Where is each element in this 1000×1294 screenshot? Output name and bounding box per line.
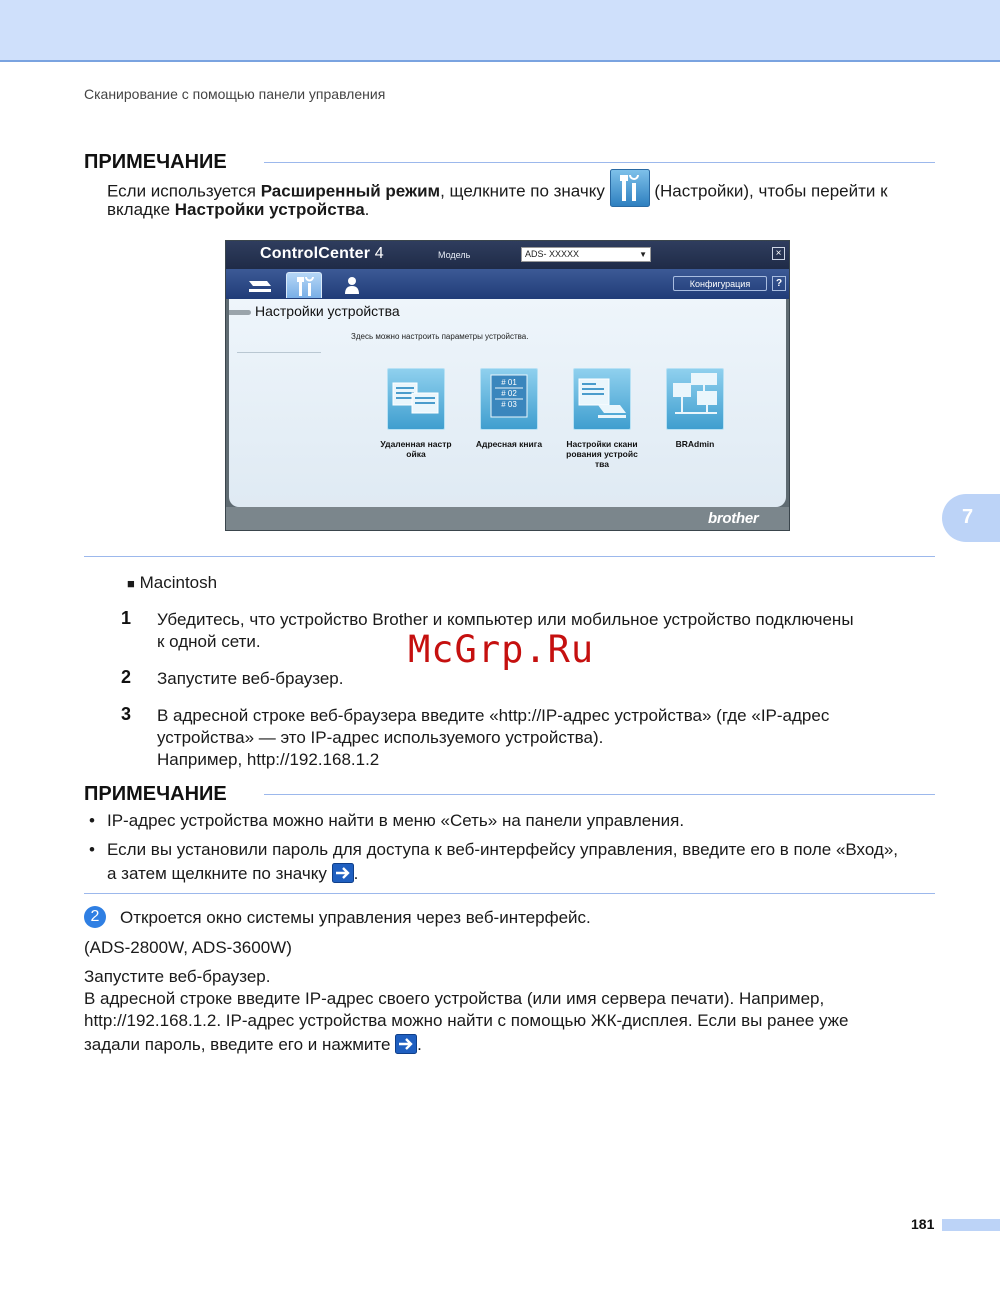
address-row-label: # 03: [501, 400, 517, 409]
note-list-item: IP-адрес устройства можно найти в меню «Сеть» на панели управления.: [107, 811, 685, 830]
step-number: 3: [121, 704, 132, 724]
section-divider: [84, 893, 935, 894]
note-rule: [264, 162, 935, 163]
note-bold-text: Настройки устройства: [174, 200, 365, 219]
step-number: 2: [121, 667, 132, 687]
page-number: 181: [911, 1216, 935, 1232]
note-text: а затем щелкните по значку: [107, 864, 332, 883]
body-text-part: задали пароль, введите его и нажмите: [84, 1035, 396, 1054]
cc-tile-label: Адресная книга: [475, 439, 543, 449]
note-text: Если используется: [107, 181, 261, 201]
chapter-number: 7: [962, 506, 974, 528]
cc-tile-address-book[interactable]: [480, 368, 538, 430]
models-text: (ADS-2800W, ADS-3600W): [84, 938, 292, 957]
cc-titlebar: [226, 241, 789, 269]
cc-tile-remote-setup[interactable]: [387, 368, 445, 430]
settings-tools-icon: [610, 169, 650, 207]
cc-divider: [237, 352, 321, 353]
cc-logo: ControlCenter 4: [260, 245, 384, 262]
scan-settings-icon: [574, 369, 630, 429]
cc-tab-scan[interactable]: [242, 272, 278, 298]
cc-panel-description: Здесь можно настроить параметры устройства.: [351, 332, 529, 341]
brother-logo: brother: [708, 510, 759, 527]
cc-toolbar: [226, 269, 789, 299]
cc-tab-user[interactable]: [334, 272, 370, 298]
note-list-item: Если вы установили пароль для доступа к веб-интерфейсу управления, введите его в поле «Вход»,: [107, 840, 899, 859]
user-icon: [334, 272, 370, 298]
note-rule: [264, 794, 935, 795]
step-text: Запустите веб-браузер.: [157, 669, 344, 688]
cc-tile-label: Удаленная настр ойка: [380, 439, 452, 459]
cc-tab-settings[interactable]: [286, 272, 322, 298]
cc-tile-scan-settings[interactable]: [573, 368, 631, 430]
cc-tile-label: Настройки скани рования устройс тва: [566, 439, 638, 469]
section-divider: [84, 556, 935, 557]
note-text: , щелкните по значку: [440, 181, 610, 201]
cc-bottombar: [226, 507, 789, 530]
body-text: http://192.168.1.2. IP-адрес устройства можно найти с помощью ЖК-дисплея. Если вы ранее уже: [84, 1011, 849, 1030]
breadcrumb: Сканирование с помощью панели управления: [84, 86, 386, 102]
note-title: ПРИМЕЧАНИЕ: [84, 151, 227, 173]
bullet-dot: •: [89, 811, 95, 830]
control-center-window: [225, 240, 790, 531]
arrow-right-icon: [395, 1034, 417, 1054]
step-text: Убедитесь, что устройство Brother и компьютер или мобильное устройство подключены к одной сети.: [157, 610, 854, 651]
page-tab: [942, 1219, 1000, 1231]
address-row-label: # 02: [501, 389, 517, 398]
note-text: (Настройки), чтобы перейти к: [649, 181, 888, 201]
step-text: В адресной строке веб-браузера введите «http://IP-адрес устройства» (где «IP-адрес устройства» — это IP-адрес используемого устройства). Например, http://192.168.1.2: [157, 706, 830, 769]
cc-panel-title: Настройки устройства: [255, 303, 400, 319]
note-text: .: [364, 200, 370, 219]
header-band: [0, 0, 1000, 62]
note-bold-text: Расширенный режим: [260, 181, 441, 201]
macintosh-heading-text: Macintosh: [139, 573, 218, 592]
cc-config-button[interactable]: Конфигурация: [673, 276, 767, 291]
body-text-last: [84, 1034, 422, 1056]
cc-tile-label: BRAdmin: [675, 439, 715, 449]
cc-close-button[interactable]: ×: [772, 247, 785, 260]
settings-tools-icon: [287, 273, 323, 299]
chevron-down-icon: ▼: [639, 250, 647, 259]
note-list-item-line2: [107, 863, 358, 885]
network-icon: [667, 369, 723, 429]
cc-panel-tab: [229, 310, 251, 315]
body-text: Запустите веб-браузер.: [84, 967, 271, 986]
numbered-circle: [84, 906, 106, 928]
cc-model-label: Модель: [438, 250, 471, 260]
cc-tile-bradmin[interactable]: [666, 368, 724, 430]
note-text: .: [353, 864, 359, 883]
macintosh-heading: [127, 572, 217, 595]
cc-model-value: ADS- XXXXX: [525, 249, 580, 259]
body-text-part: .: [417, 1035, 422, 1054]
note-title: ПРИМЕЧАНИЕ: [84, 783, 227, 805]
body-text: В адресной строке введите IP-адрес своего устройства (или имя сервера печати). Например,: [84, 989, 825, 1008]
address-book-icon: [481, 369, 537, 429]
scanner-icon: [242, 272, 278, 298]
numbered-circle-text: 2: [90, 908, 100, 925]
address-row-label: # 01: [501, 378, 517, 387]
cc-model-select[interactable]: [521, 247, 651, 262]
note-text: вкладке: [107, 200, 175, 219]
square-bullet-icon: ■: [127, 576, 135, 591]
cc-help-button[interactable]: ?: [772, 276, 786, 291]
result-text: Откроется окно системы управления через веб-интерфейс.: [120, 908, 591, 927]
watermark: McGrp.Ru: [408, 628, 595, 671]
arrow-right-icon: [332, 863, 354, 883]
cc-content-panel: [229, 299, 786, 507]
note-paragraph-line2: [107, 199, 369, 221]
bullet-dot: •: [89, 840, 95, 859]
step-number: 1: [121, 608, 132, 628]
remote-setup-icon: [388, 369, 444, 429]
